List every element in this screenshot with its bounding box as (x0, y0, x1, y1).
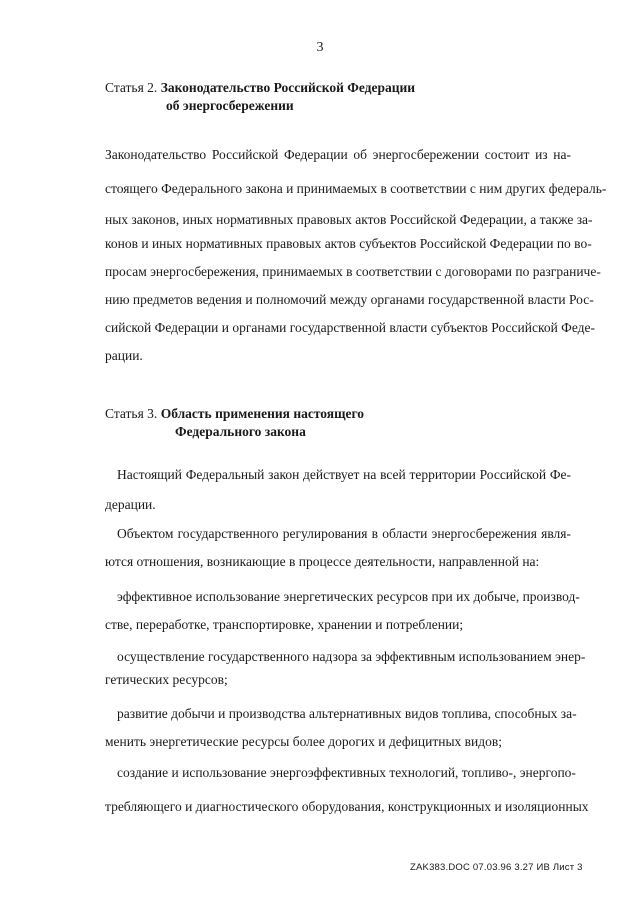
article-2-label: Статья 2. (105, 80, 158, 95)
page-number: 3 (316, 40, 324, 55)
article-2-line: ных законов, иных нормативных правовых актов Российской Федерации, а также за- (105, 212, 593, 227)
article-3-line: эффективное использование энергетических ресурсов при их добыче, производ- (117, 589, 580, 604)
article-2-heading (105, 79, 415, 97)
article-3-line: Объектом государственного регулирования в области энергосбережения явля- (117, 526, 571, 541)
article-3-label: Статья 3. (105, 406, 158, 421)
article-3-title-line2-wrap (175, 423, 306, 441)
article-2-line: нию предметов ведения и полномочий между органами государственной власти Рос- (105, 292, 594, 307)
article-2-title-line2: об энергосбережении (166, 98, 294, 113)
article-2-line: сийской Федерации и органами государственной власти субъектов Российской Феде- (105, 320, 596, 335)
article-2-line: просам энергосбережения, принимаемых в соответствии с договорами по разграниче- (105, 264, 601, 279)
article-2-title-line1: Законодательство Российской Федерации (160, 80, 416, 95)
article-3-line: ются отношения, возникающие в процессе деятельности, направленной на: (105, 554, 540, 569)
article-2-title-line2-wrap (166, 97, 294, 115)
article-2-line: конов и иных нормативных правовых актов субъектов Российской Федерации по во- (105, 236, 592, 251)
article-2-line: рации. (105, 348, 143, 363)
article-3-line: осуществление государственного надзора за эффективным использованием энер- (117, 649, 586, 664)
document-footer: ZAK383.DOC 07.03.96 3.27 ИВ Лист 3 (410, 862, 583, 873)
article-3-line: развитие добычи и производства альтернативных видов топлива, способных за- (117, 706, 577, 721)
article-3-title-line2: Федерального закона (175, 424, 306, 439)
article-2-line: стоящего Федерального закона и принимаемых в соответствии с ним других федераль- (105, 181, 607, 196)
article-3-line: Настоящий Федеральный закон действует на всей территории Российской Фе- (117, 467, 571, 482)
article-3-line: гетических ресурсов; (105, 672, 228, 687)
article-2-line: Законодательство Российской Федерации об энергосбережении состоит из на- (105, 147, 571, 162)
article-3-heading (105, 405, 364, 423)
article-3-title-line1: Область применения настоящего (160, 406, 365, 421)
article-3-line: создание и использование энергоэффективных технологий, топливо-, энергопо- (117, 765, 576, 780)
article-3-line: требляющего и диагностического оборудования, конструкционных и изоляционных (105, 799, 589, 814)
article-3-line: дерации. (105, 497, 156, 512)
article-3-line: стве, переработке, транспортировке, хранении и потреблении; (105, 617, 464, 632)
article-3-line: менить энергетические ресурсы более дорогих и дефицитных видов; (105, 734, 502, 749)
